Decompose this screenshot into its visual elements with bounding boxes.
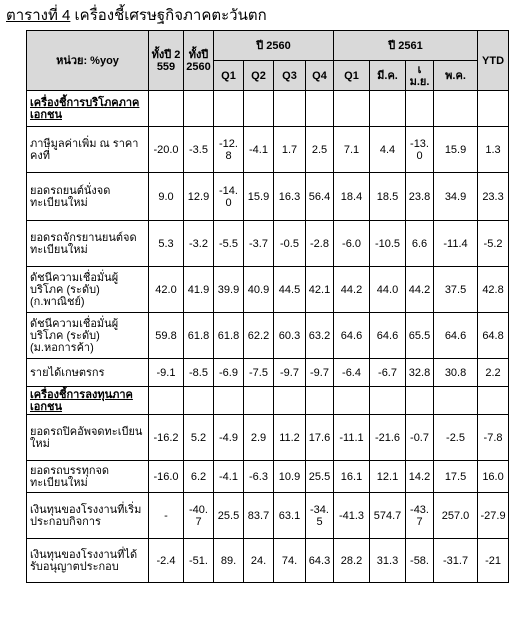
empty-cell (406, 91, 434, 127)
section-row (27, 91, 509, 127)
empty-cell (306, 387, 334, 415)
value-cell: 42.8 (478, 267, 509, 313)
value-cell: 28.2 (334, 539, 370, 583)
value-cell: -51. (184, 539, 214, 583)
value-cell: 89. (214, 539, 244, 583)
year-2560-header: ทั้งปี 2560 (184, 31, 214, 91)
empty-cell (274, 91, 306, 127)
value-cell: -5.2 (478, 221, 509, 267)
empty-cell (184, 91, 214, 127)
indicator-label: ยอดรถจักรยานยนต์จดทะเบียนใหม่ (27, 221, 149, 267)
value-cell: 56.4 (306, 173, 334, 221)
empty-cell (244, 387, 274, 415)
indicator-label: ดัชนีความเชื่อมั่นผู้บริโภค (ระดับ) (ก.พาณิชย์) (27, 267, 149, 313)
table-number: ตารางที่ 4 (6, 7, 71, 24)
table-row (27, 127, 509, 173)
value-cell: 61.8 (214, 313, 244, 359)
value-cell: 6.2 (184, 461, 214, 493)
empty-cell (370, 91, 406, 127)
value-cell: 64.6 (434, 313, 478, 359)
value-cell: 39.9 (214, 267, 244, 313)
value-cell: 4.4 (370, 127, 406, 173)
table-row (27, 359, 509, 387)
value-cell: -6.9 (214, 359, 244, 387)
value-cell: -0.5 (274, 221, 306, 267)
table-row (27, 493, 509, 539)
period-header: Q1 (214, 61, 244, 91)
value-cell: 15.9 (434, 127, 478, 173)
value-cell: -4.1 (244, 127, 274, 173)
value-cell: 18.4 (334, 173, 370, 221)
value-cell: -0.7 (406, 415, 434, 461)
empty-cell (184, 387, 214, 415)
value-cell: 31.3 (370, 539, 406, 583)
value-cell: 40.9 (244, 267, 274, 313)
value-cell: 24. (244, 539, 274, 583)
table-caption: เครื่องชี้เศรษฐกิจภาคตะวันตก (74, 7, 267, 24)
empty-cell (434, 387, 478, 415)
period-header: Q1 (334, 61, 370, 91)
value-cell: - (149, 493, 184, 539)
value-cell: -2.5 (434, 415, 478, 461)
value-cell: -12.8 (214, 127, 244, 173)
value-cell: -43.7 (406, 493, 434, 539)
value-cell: 257.0 (434, 493, 478, 539)
value-cell: 2.9 (244, 415, 274, 461)
value-cell: 6.6 (406, 221, 434, 267)
value-cell: 23.3 (478, 173, 509, 221)
value-cell: 10.9 (274, 461, 306, 493)
value-cell: 7.1 (334, 127, 370, 173)
value-cell: -21.6 (370, 415, 406, 461)
value-cell: 63.1 (274, 493, 306, 539)
value-cell: 23.8 (406, 173, 434, 221)
period-header: พ.ค. (434, 61, 478, 91)
value-cell: -20.0 (149, 127, 184, 173)
value-cell: -6.0 (334, 221, 370, 267)
value-cell: 25.5 (214, 493, 244, 539)
period-header: Q3 (274, 61, 306, 91)
value-cell: 5.2 (184, 415, 214, 461)
value-cell: 44.2 (334, 267, 370, 313)
value-cell: 12.1 (370, 461, 406, 493)
value-cell: 63.2 (306, 313, 334, 359)
empty-cell (406, 387, 434, 415)
value-cell: -16.2 (149, 415, 184, 461)
value-cell: 64.8 (478, 313, 509, 359)
value-cell: -31.7 (434, 539, 478, 583)
empty-cell (370, 387, 406, 415)
value-cell: 34.9 (434, 173, 478, 221)
table-row (27, 461, 509, 493)
value-cell: -4.1 (214, 461, 244, 493)
value-cell: -2.4 (149, 539, 184, 583)
value-cell: -6.3 (244, 461, 274, 493)
value-cell: -11.4 (434, 221, 478, 267)
value-cell: -7.5 (244, 359, 274, 387)
value-cell: 83.7 (244, 493, 274, 539)
empty-cell (478, 91, 509, 127)
value-cell: 17.6 (306, 415, 334, 461)
period-header: เม.ย. (406, 61, 434, 91)
value-cell: -40.7 (184, 493, 214, 539)
value-cell: 59.8 (149, 313, 184, 359)
value-cell: 44.0 (370, 267, 406, 313)
empty-cell (244, 91, 274, 127)
value-cell: 574.7 (370, 493, 406, 539)
table-row (27, 267, 509, 313)
value-cell: 18.5 (370, 173, 406, 221)
value-cell: -7.8 (478, 415, 509, 461)
value-cell: -3.5 (184, 127, 214, 173)
value-cell: -6.7 (370, 359, 406, 387)
empty-cell (478, 387, 509, 415)
unit-header: หน่วย: %yoy (27, 31, 149, 91)
value-cell: -16.0 (149, 461, 184, 493)
empty-cell (214, 387, 244, 415)
ytd-header: YTD (478, 31, 509, 91)
table-row (27, 221, 509, 267)
section-title: เครื่องชี้การบริโภคภาคเอกชน (27, 91, 149, 127)
value-cell: 65.5 (406, 313, 434, 359)
empty-cell (274, 387, 306, 415)
value-cell: -8.5 (184, 359, 214, 387)
table-row (27, 415, 509, 461)
indicator-label: ยอดรถยนต์นั่งจดทะเบียนใหม่ (27, 173, 149, 221)
year-2559-header: ทั้งปี 2559 (149, 31, 184, 91)
value-cell: 17.5 (434, 461, 478, 493)
value-cell: 15.9 (244, 173, 274, 221)
value-cell: -5.5 (214, 221, 244, 267)
value-cell: 64.3 (306, 539, 334, 583)
value-cell: -27.9 (478, 493, 509, 539)
value-cell: -3.2 (184, 221, 214, 267)
value-cell: -4.9 (214, 415, 244, 461)
value-cell: 64.6 (334, 313, 370, 359)
value-cell: -9.7 (274, 359, 306, 387)
indicator-label: ภาษีมูลค่าเพิ่ม ณ ราคาคงที่ (27, 127, 149, 173)
value-cell: 60.3 (274, 313, 306, 359)
group-2561-header: ปี 2561 (334, 31, 478, 61)
value-cell: 16.1 (334, 461, 370, 493)
empty-cell (334, 91, 370, 127)
section-row (27, 387, 509, 415)
value-cell: 44.2 (406, 267, 434, 313)
value-cell: 25.5 (306, 461, 334, 493)
value-cell: -14.0 (214, 173, 244, 221)
table-row (27, 173, 509, 221)
table-row (27, 539, 509, 583)
indicator-label: รายได้เกษตรกร (27, 359, 149, 387)
empty-cell (306, 91, 334, 127)
value-cell: 74. (274, 539, 306, 583)
value-cell: 44.5 (274, 267, 306, 313)
value-cell: 14.2 (406, 461, 434, 493)
value-cell: 42.0 (149, 267, 184, 313)
period-header: Q2 (244, 61, 274, 91)
indicator-label: เงินทุนของโรงงานที่เริ่มประกอบกิจการ (27, 493, 149, 539)
value-cell: -13.0 (406, 127, 434, 173)
value-cell: 12.9 (184, 173, 214, 221)
period-header: มี.ค. (370, 61, 406, 91)
table-title (6, 6, 267, 26)
period-header: Q4 (306, 61, 334, 91)
value-cell: 1.7 (274, 127, 306, 173)
value-cell: 9.0 (149, 173, 184, 221)
indicator-label: ยอดรถปิคอัพจดทะเบียนใหม่ (27, 415, 149, 461)
value-cell: 64.6 (370, 313, 406, 359)
group-2560-header: ปี 2560 (214, 31, 334, 61)
value-cell: -41.3 (334, 493, 370, 539)
empty-cell (214, 91, 244, 127)
value-cell: -58. (406, 539, 434, 583)
value-cell: -9.7 (306, 359, 334, 387)
value-cell: 5.3 (149, 221, 184, 267)
section-title: เครื่องชี้การลงทุนภาคเอกชน (27, 387, 149, 415)
indicator-label: ยอดรถบรรทุกจดทะเบียนใหม่ (27, 461, 149, 493)
western-economic-indicators-table (26, 30, 509, 583)
empty-cell (149, 387, 184, 415)
value-cell: 16.3 (274, 173, 306, 221)
value-cell: 37.5 (434, 267, 478, 313)
value-cell: -9.1 (149, 359, 184, 387)
value-cell: -3.7 (244, 221, 274, 267)
value-cell: 11.2 (274, 415, 306, 461)
table-row (27, 313, 509, 359)
value-cell: -34.5 (306, 493, 334, 539)
value-cell: -21 (478, 539, 509, 583)
value-cell: -10.5 (370, 221, 406, 267)
value-cell: -2.8 (306, 221, 334, 267)
value-cell: 32.8 (406, 359, 434, 387)
value-cell: 1.3 (478, 127, 509, 173)
value-cell: 30.8 (434, 359, 478, 387)
value-cell: 2.5 (306, 127, 334, 173)
value-cell: 16.0 (478, 461, 509, 493)
empty-cell (434, 91, 478, 127)
value-cell: 42.1 (306, 267, 334, 313)
empty-cell (334, 387, 370, 415)
value-cell: -6.4 (334, 359, 370, 387)
value-cell: 62.2 (244, 313, 274, 359)
value-cell: 41.9 (184, 267, 214, 313)
indicator-label: ดัชนีความเชื่อมั่นผู้บริโภค (ระดับ) (ม.หอการค้า) (27, 313, 149, 359)
indicator-label: เงินทุนของโรงงานที่ได้รับอนุญาตประกอบ (27, 539, 149, 583)
value-cell: -11.1 (334, 415, 370, 461)
value-cell: 2.2 (478, 359, 509, 387)
empty-cell (149, 91, 184, 127)
value-cell: 61.8 (184, 313, 214, 359)
